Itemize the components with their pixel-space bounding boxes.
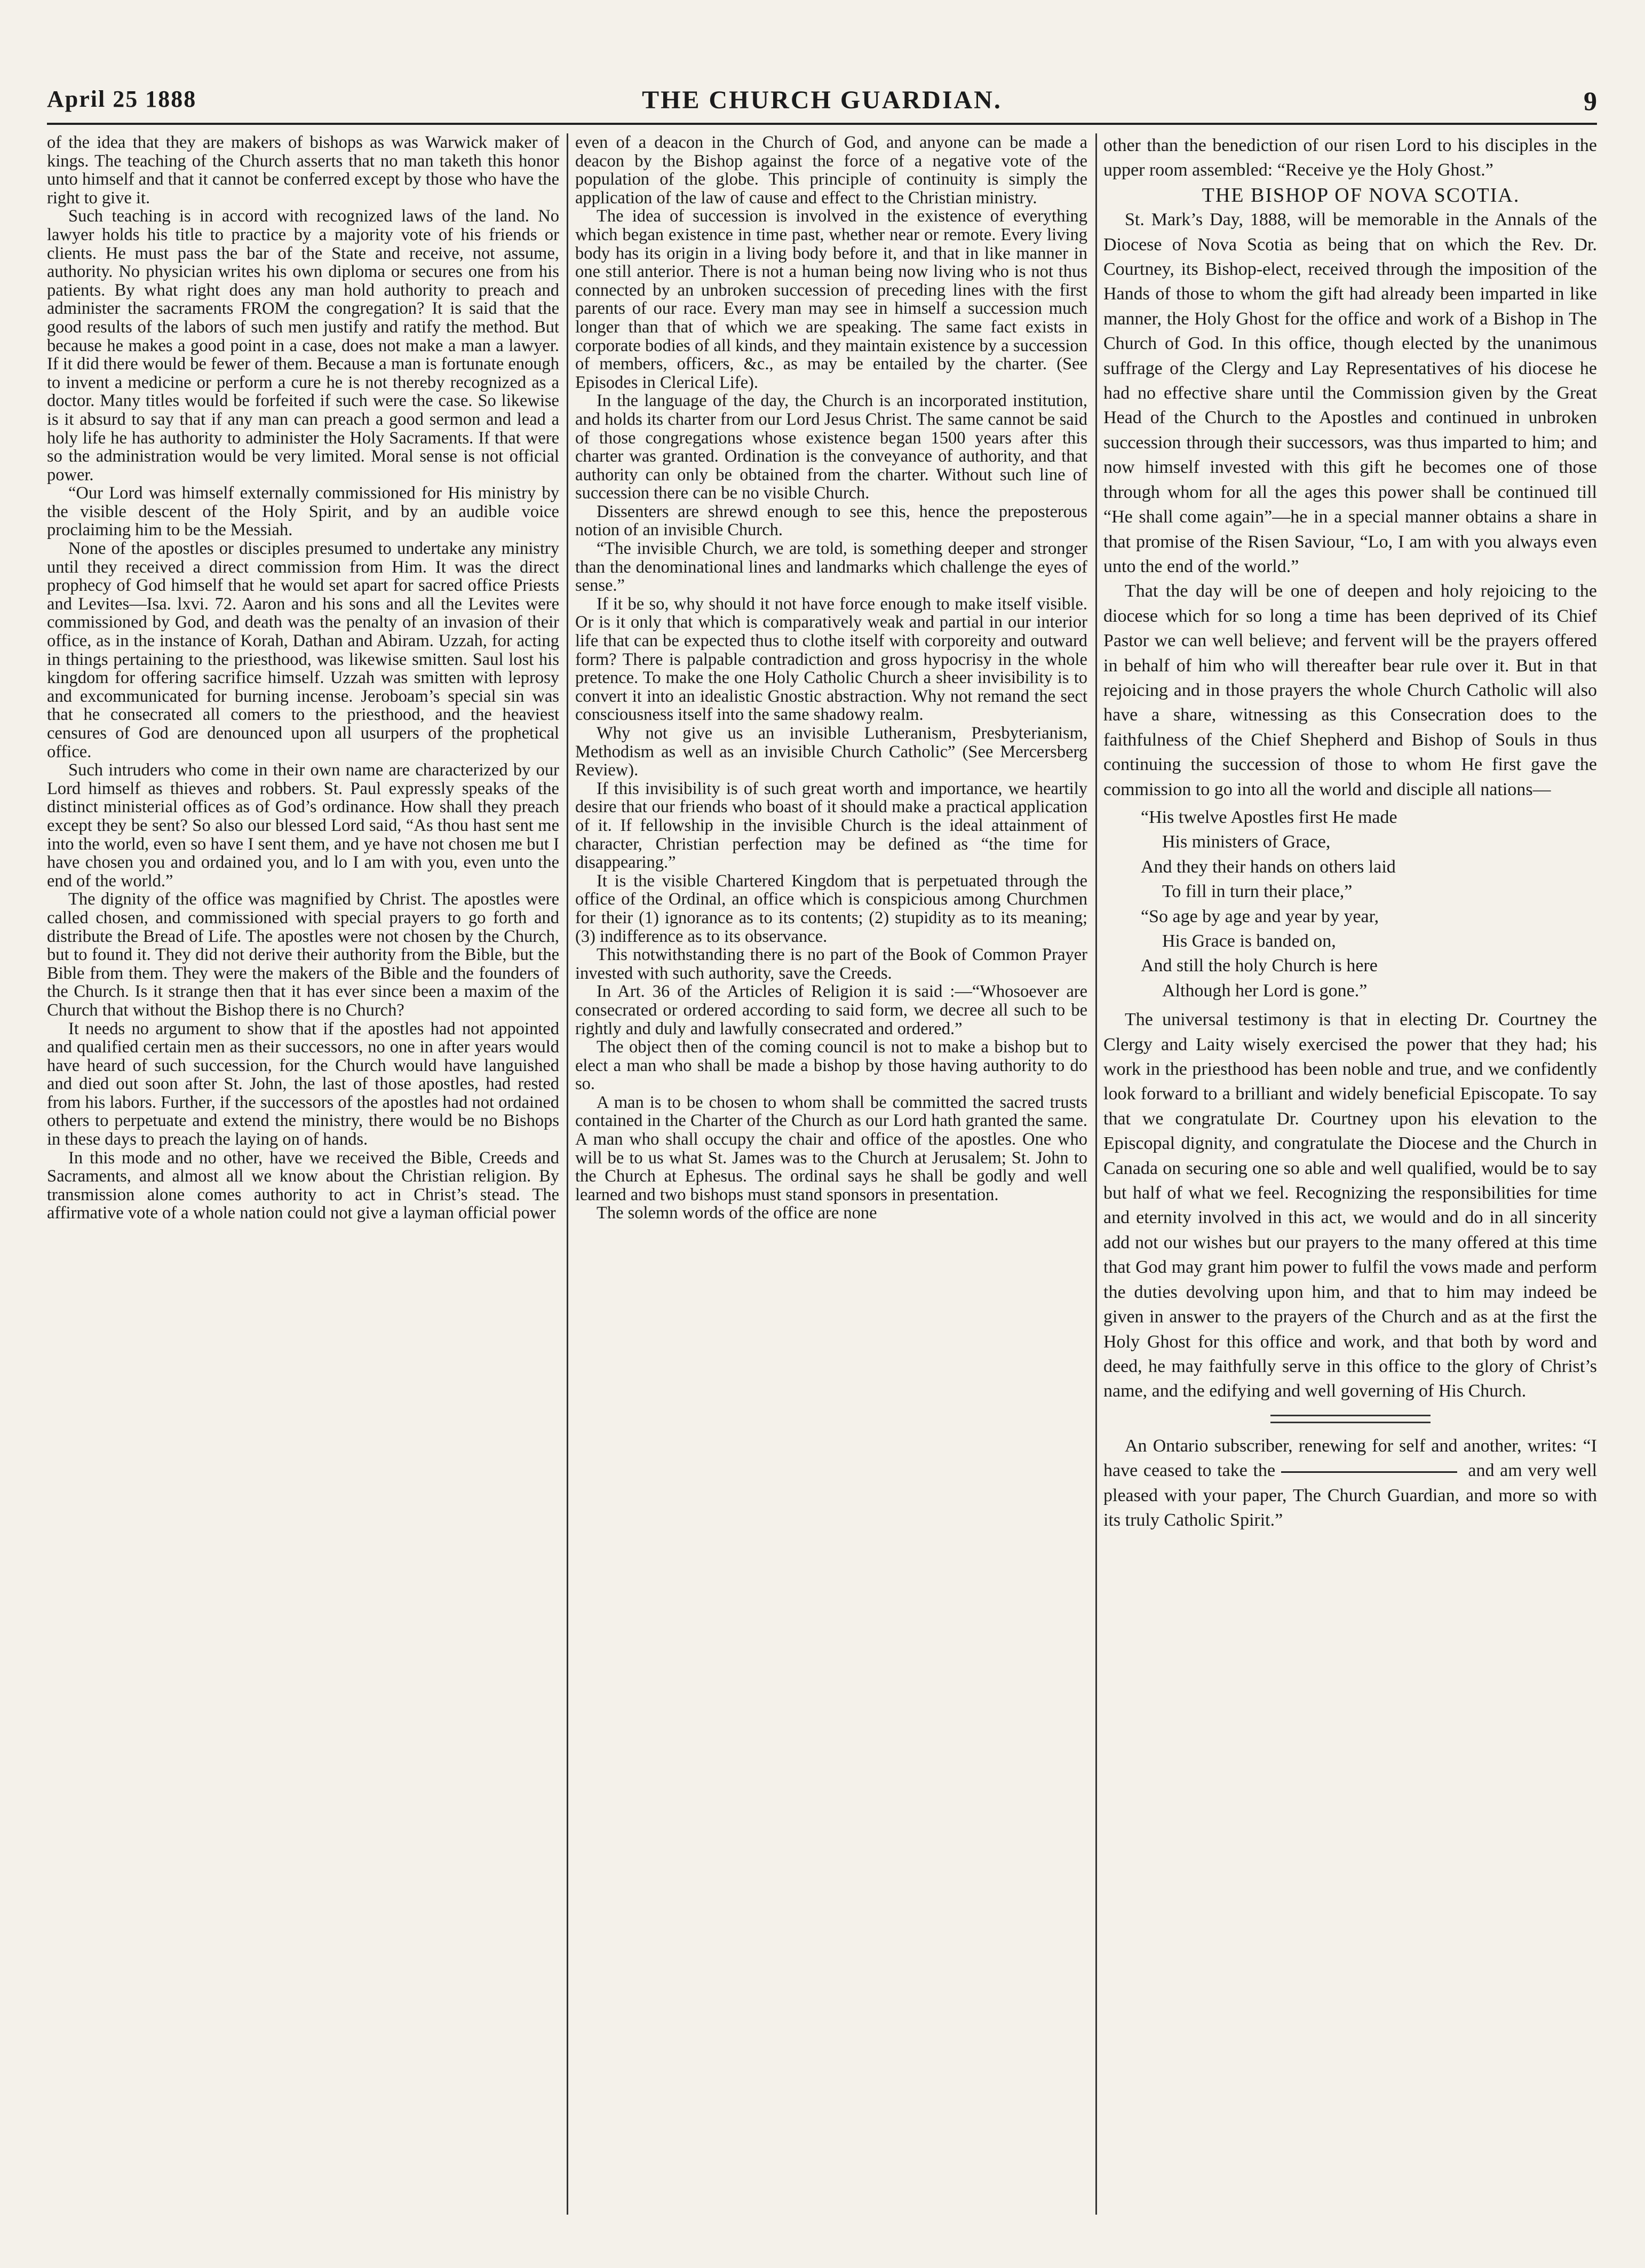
- verse-line: And still the holy Church is here: [1141, 956, 1378, 976]
- subscriber-note-text: An Ontario subscriber, renewing for self and another, writes: “I have ceased to take the: [1103, 1436, 1597, 1481]
- paragraph: The idea of succession is involved in the existence of everything which began existence in time past, whether near or remote. Every living body has its origin in a living body before it, and that in like manner in one still anterior. There is not a human being now living who is not thus connected by an unbroken succession of preceding lines with the first parents of our race. Every man may see in himself a succession much longer than that of which we are speaking. The same fact exists in corporate bodies of all kinds, and they maintain existence by a succession of members, officers, &c., as may be entailed by the charter. (See Episodes in Clerical Life).: [575, 207, 1087, 392]
- paragraph: That the day will be one of deepen and holy rejoicing to the diocese which for so long a time has been deprived of its Chief Pastor we can well believe; and fervent will be the prayers offered in behalf of him who will thereafter bear rule over it. But in that rejoicing and in those prayers the whole Church Catholic will also have a share, witnessing as this Consecration does to the faithfulness of the Chief Shepherd and Bishop of Souls in thus continuing the succession of those to whom He first gave the commission to go into all the world and disciple all nations—: [1103, 581, 1597, 799]
- verse-line: “So age by age and year by year,: [1141, 906, 1379, 926]
- paragraph: Dissenters are shrewd enough to see this, hence the preposterous notion of an invisible Church.: [575, 502, 1087, 540]
- paragraph: In the language of the day, the Church is an incorporated institution, and holds its charter from our Lord Jesus Christ. The same cannot be said of those congregations whose existence began 1500 years after this charter was granted. Ordination is the conveyance of authority, and that authority can only be obtained from the charter. Without such line of succession there can be no visible Church.: [575, 391, 1087, 503]
- column-2: [575, 133, 1087, 2236]
- redacted-blank: [1281, 1471, 1457, 1473]
- paragraph: of the idea that they are makers of bishops as was Warwick maker of kings. The teaching of the Church asserts that no man taketh this honor unto himself and that it cannot be conferred except by those who have the right to give it.: [47, 133, 559, 208]
- column-rule: [567, 133, 568, 2215]
- paragraph: If this invisibility is of such great worth and importance, we heartily desire that our friends who boast of it should make a practical application of it. If fellowship in the invisible Church is the ideal attainment of character, Christian perfection may be defined as “the time for disappearing.”: [575, 779, 1087, 873]
- paragraph: even of a deacon in the Church of God, and anyone can be made a deacon by the Bishop against the force of a negative vote of the population of the globe. This principle of continuity is simply the application of the law of cause and effect to the Christian ministry.: [575, 133, 1087, 208]
- paragraph: A man is to be chosen to whom shall be committed the sacred trusts contained in the Charter of the Church as our Lord hath granted the same. A man who shall occupy the chair and office of the apostles. One who will be to us what St. James was to the Church at Jerusalem; St. John to the Church at Ephesus. The ordinal says he shall be godly and well learned and two bishops must stand sponsors in presentation.: [575, 1092, 1087, 1204]
- subscriber-note-text: and am very well pleased with your paper, The Church Guardian, and more so with its truly Catholic Spirit.”: [1103, 1461, 1597, 1530]
- paragraph: St. Mark’s Day, 1888, will be memorable in the Annals of the Diocese of Nova Scotia as being that on which the Rev. Dr. Courtney, its Bishop-elect, received through the imposition of the Hands of those to whom the gift had already been imparted in like manner, the Holy Ghost for the office and work of a Bishop in The Church of God. In this office, though elected by the unanimous suffrage of the Clergy and Lay Representatives of his diocese he had no effective share until the Commission given by the Great Head of the Church to the Apostles and continued in unbroken succession through their successors, was thus imparted to him; and now himself invested with this gift he becomes one of those through whom for all the ages this power shall be continued till “He shall come again”—he in a special manner obtains a share in that promise of the Risen Saviour, “Lo, I am with you always even unto the end of the world.”: [1103, 210, 1597, 576]
- paragraph: Why not give us an invisible Lutheranism, Presbyterianism, Methodism as well as an invisible Church Catholic” (See Mercersberg Review).: [575, 724, 1087, 780]
- paragraph: Such intruders who come in their own name are characterized by our Lord himself as thieves and robbers. St. Paul expressly speaks of the distinct ministerial offices as of God’s ordinance. How shall they preach except they be sent? So also our blessed Lord said, “As thou hast sent me into the world, even so have I sent them, and ye have not chosen me but I have chosen you and ordained you, and lo I am with you, even unto the end of the world.”: [47, 760, 559, 891]
- paragraph: If it be so, why should it not have force enough to make itself visible. Or is it only that which is comparatively weak and partial in our interior life that can be expected thus to clothe itself with corporeity and outward form? There is palpable contradiction and gross hypocrisy in the whole pretence. To make the one Holy Catholic Church a sheer invisibility is to convert it into an idealistic Gnostic abstraction. Why not remand the sect consciousness itself into the same shadowy realm.: [575, 594, 1087, 725]
- paragraph: The universal testimony is that in electing Dr. Courtney the Clergy and Laity wisely exercised the power that they had; his work in the priesthood has been noble and true, and we confidently look forward to a brilliant and widely beneficial Episcopate. To say that we congratulate Dr. Courtney upon his elevation to the Episcopal dignity, and congratulate the Diocese and the Church in Canada on securing one so able and well qualified, would be to say but half of what we feel. Recognizing the responsibilities for time and eternity involved in this act, we would and do in all sincerity add not our wishes but our prayers to the many offered at this time that God may grant him power to fulfil the vows made and perform the duties devolving upon him, and that to him may indeed be given in answer to the prayers of the Church and as at the first the Holy Ghost for this office and work, and that both by word and deed, he may faithfully serve in this office to the glory of Christ’s name, and the edifying and well governing of His Church.: [1103, 1010, 1597, 1401]
- paragraph: “Our Lord was himself externally commissioned for His ministry by the visible descent of the Holy Spirit, and by an audible voice proclaiming him to be the Messiah.: [47, 483, 559, 540]
- masthead: [47, 85, 1597, 125]
- verse-line: His Grace is banded on,: [1162, 931, 1336, 951]
- column-3: [1103, 133, 1597, 2236]
- verse-line: “His twelve Apostles first He made: [1141, 807, 1397, 827]
- paragraph: The solemn words of the office are none: [597, 1203, 877, 1223]
- subscriber-note: [1103, 1434, 1597, 1533]
- verse-line: To fill in turn their place,”: [1162, 882, 1353, 902]
- paragraph: other than the benediction of our risen Lord to his disciples in the upper room assembled: “Receive ye the Holy Ghost.”: [1103, 136, 1597, 180]
- separator-rule: [1270, 1422, 1431, 1423]
- page-number: 9: [1584, 86, 1597, 116]
- column-rule: [1095, 133, 1097, 2215]
- paragraph: “The invisible Church, we are told, is something deeper and stronger than the denominational lines and landmarks which challenge the eyes of sense.”: [575, 539, 1087, 596]
- newspaper-title: THE CHURCH GUARDIAN.: [642, 86, 1002, 114]
- issue-date: April 25 1888: [47, 86, 197, 112]
- column-1: [47, 133, 559, 2236]
- paragraph: It needs no argument to show that if the apostles had not appointed and qualified certain men as their successors, no one in after years would have heard of such succession, for the Church would have languished and died out soon after St. John, the last of those apostles, had rested from his labors. Further, if the successors of the apostles had not ordained others to perpetuate and extend the ministry, there would be no Bishops in these days to preach the laying on of hands.: [47, 1019, 559, 1149]
- paragraph: The dignity of the office was magnified by Christ. The apostles were called chosen, and commissioned with special prayers to go forth and distribute the Bread of Life. The apostles were not chosen by the Church, but to found it. They did not derive their authority from the Bible, but the Bible from them. They were the makers of the Bible and the founders of the Church. Is it strange then that it has ever since been a maxim of the Church that without the Bishop there is no Church?: [47, 890, 559, 1020]
- paragraph: Such teaching is in accord with recognized laws of the land. No lawyer holds his title to practice by a majority vote of his friends or clients. He must pass the bar of the State and receive, not assume, authority. No physician writes his own diploma or secures one from his patients. By what right does any man hold authority to preach and administer the sacraments FROM the congregation? It is said that the good results of the labors of such men justify and ratify the method. But because he makes a good point in a case, does not make a man a lawyer. If it did there would be fewer of them. Because a man is fortunate enough to invent a medicine or perform a cure he is not thereby recognized as a doctor. Many titles would be forfeited if such were the case. So likewise is it absurd to say that if any man can preach a good sermon and lead a holy life he has authority to administer the Holy Sacraments. If that were so the administration would be very limited. Moral sense is not official power.: [47, 207, 559, 485]
- paragraph: None of the apostles or disciples presumed to undertake any ministry until they received a direct commission from Him. It was the direct prophecy of God himself that he would set apart for sacred office Priests and Levites—Isa. lxvi. 72. Aaron and his sons and all the Levites were commissioned by God, and death was the penalty of an invasion of their office, as in the instance of Korah, Dathan and Abiram. Uzzah, for acting in things pertaining to the priesthood, was likewise smitten. Saul lost his kingdom for offering sacrifice himself. Uzzah was smitten with leprosy and excommunicated for burning incense. Jeroboam’s special sin was that he consecrated all comers to the priesthood, and the heaviest censures of God are denounced upon all usurpers of the prophetical office.: [47, 539, 559, 762]
- paragraph: The object then of the coming council is not to make a bishop but to elect a man who shall be made a bishop by those having authority to do so.: [575, 1037, 1087, 1094]
- paragraph: In this mode and no other, have we received the Bible, Creeds and Sacraments, and almost all we know about the Christian religion. By transmission alone comes authority to act in Christ’s stead. The affirmative vote of a whole nation could not give a layman official power: [47, 1148, 559, 1223]
- hymn-verse: [1103, 805, 1597, 1003]
- paragraph: This notwithstanding there is no part of the Book of Common Prayer invested with such authority, save the Creeds.: [575, 945, 1087, 983]
- verse-line: And they their hands on others laid: [1141, 857, 1396, 877]
- verse-line: His ministers of Grace,: [1162, 832, 1331, 852]
- separator-rule: [1270, 1415, 1431, 1416]
- paragraph: In Art. 36 of the Articles of Religion it is said :—“Whosoever are consecrated or ordered according to said form, we decree all such to be rightly and duly and lawfully consecrated and ordered.”: [575, 982, 1087, 1038]
- paragraph: It is the visible Chartered Kingdom that is perpetuated through the office of the Ordinal, an office which is conspicious among Churchmen for their (1) ignorance as to its contents; (2) stupidity as to its meaning; (3) indifference as to its observance.: [575, 871, 1087, 946]
- verse-line: Although her Lord is gone.”: [1162, 980, 1368, 1001]
- article-heading: THE BISHOP OF NOVA SCOTIA.: [1202, 184, 1520, 207]
